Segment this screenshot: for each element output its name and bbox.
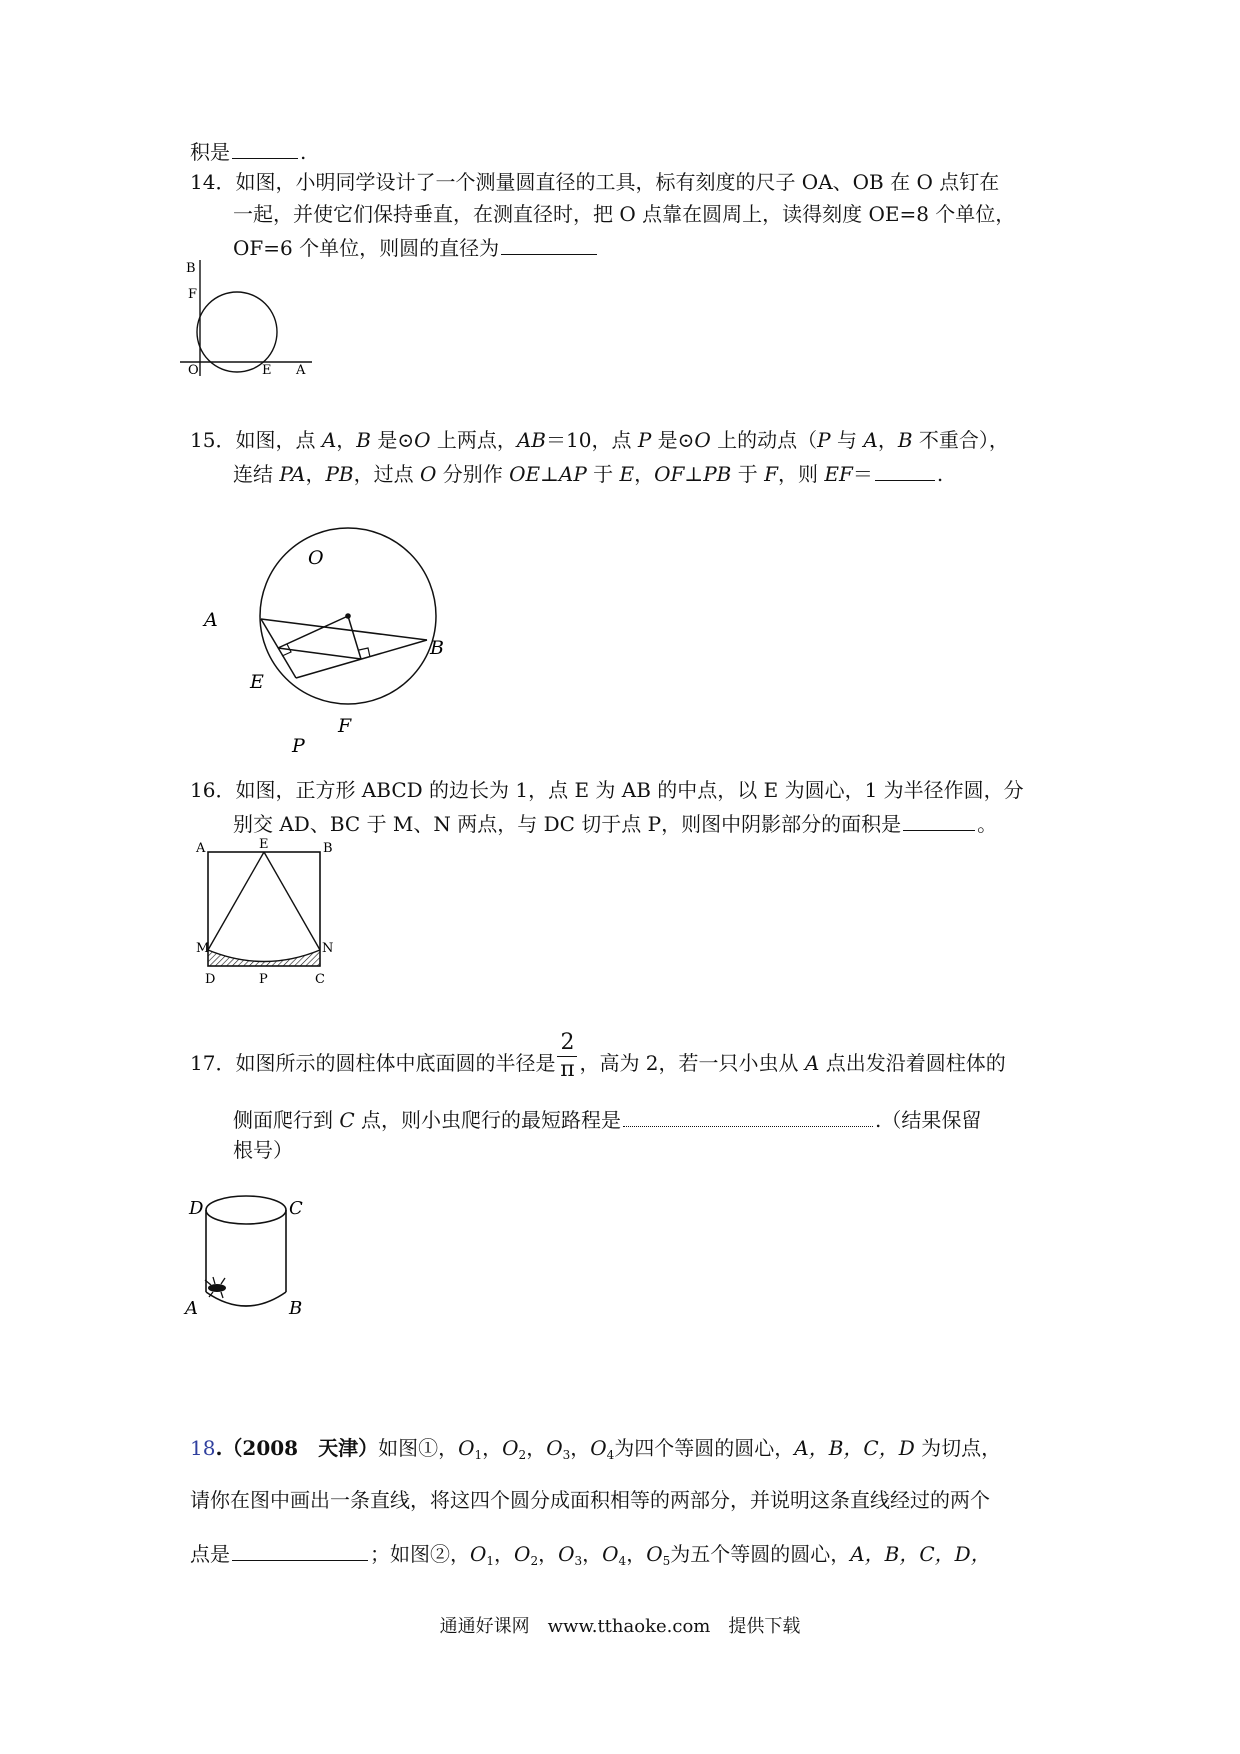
answer-blank — [623, 1104, 873, 1127]
label-p: P — [259, 972, 268, 987]
label-p: P — [292, 735, 305, 757]
center-o — [345, 613, 351, 619]
label-a: A — [296, 363, 306, 378]
segment-of — [348, 616, 361, 659]
segment-ab — [261, 619, 427, 640]
q14-line3: OF=6 个单位，则圆的直径为 — [233, 232, 599, 262]
cylinder-top — [206, 1196, 286, 1224]
label-m: M — [196, 941, 210, 956]
q17-line2: 侧面爬行到 C 点，则小虫爬行的最短路程是 .（结果保留 — [233, 1104, 981, 1134]
answer-blank — [501, 232, 597, 255]
q14-line2: 一起，并使它们保持垂直，在测直径时，把 O 点靠在圆周上，读得刻度 OE=8 个单位， — [233, 202, 1016, 226]
answer-blank — [232, 136, 298, 159]
label-d: D — [189, 1198, 204, 1219]
q18-line3: 点是 ；如图②，$O_1$，$O_2$，$O_3$，$O_4$，$O_5$为五个等圆的圆心，A，B，C，D， — [190, 1538, 991, 1575]
segment-em — [208, 852, 264, 950]
label-d: D — [205, 972, 216, 987]
label-b: B — [289, 1298, 303, 1319]
cylinder-bottom — [206, 1292, 286, 1306]
segment-oe — [278, 616, 348, 648]
q13-tail: 积是 . — [190, 136, 306, 166]
q17-figure — [185, 1188, 325, 1328]
q17-line3: 根号） — [233, 1138, 293, 1162]
answer-blank — [875, 458, 935, 481]
q15-line2: 连结 PA，PB，过点 O 分别作 OE⊥AP 于 E，OF⊥PB 于 F，则 EF＝ . — [233, 458, 943, 488]
label-a: A — [196, 841, 206, 856]
q15-figure — [204, 516, 460, 766]
label-n: N — [322, 941, 334, 956]
label-b: B — [430, 637, 444, 659]
label-e: E — [259, 837, 269, 852]
label-o: O — [188, 363, 199, 378]
q16-figure — [192, 836, 342, 986]
page-footer: 通通好课网 www.tthaoke.com 提供下载 — [439, 1616, 801, 1637]
q16-line2: 别交 AD、BC 于 M、N 两点，与 DC 切于点 P，则图中阴影部分的面积是 。 — [233, 808, 997, 838]
label-c: C — [315, 972, 325, 987]
q18-line2: 请你在图中画出一条直线，将这四个圆分成面积相等的两部分，并说明这条直线经过的两个 — [190, 1488, 990, 1512]
answer-blank — [232, 1538, 368, 1561]
q14-line1: 14．如图，小明同学设计了一个测量圆直径的工具，标有刻度的尺子 OA、OB 在 O 点钉在 — [190, 170, 1000, 194]
q15-line1: 15．如图，点 A，B 是⊙O 上两点，AB＝10，点 P 是⊙O 上的动点（P 与 A，B 不重合）， — [190, 428, 1009, 452]
label-a: A — [185, 1298, 198, 1319]
label-o: O — [308, 547, 324, 569]
q17-line1: 17．如图所示的圆柱体中底面圆的半径是 $\frac{2}{\pi}$ ，高为 2，若一只小虫从 A 点出发沿着圆柱体的 — [190, 1030, 1006, 1082]
measured-circle — [197, 292, 277, 372]
label-f: F — [338, 715, 352, 737]
label-e: E — [262, 363, 272, 378]
bug-icon — [205, 1277, 226, 1298]
answer-blank — [903, 808, 975, 831]
segment-pb — [296, 640, 427, 678]
label-a: A — [204, 609, 218, 631]
square-abcd — [208, 852, 320, 966]
label-b: B — [186, 261, 196, 276]
q14-figure — [180, 258, 330, 388]
shaded-region — [208, 950, 320, 966]
label-c: C — [289, 1198, 303, 1219]
label-f: F — [188, 287, 198, 302]
q16-line1: 16．如图，正方形 ABCD 的边长为 1，点 E 为 AB 的中点，以 E 为圆心，1 为半径作圆，分 — [190, 778, 1024, 802]
label-e: E — [250, 671, 264, 693]
q18-line1: 18.（2008 天津）如图①，$O_1$，$O_2$，$O_3$，$O_4$为四个等圆的圆心，A，B，C，D 为切点， — [190, 1436, 1002, 1462]
segment-en — [264, 852, 320, 950]
label-b: B — [323, 841, 333, 856]
radius-fraction: $\frac{2}{\pi}$ — [557, 1030, 577, 1083]
